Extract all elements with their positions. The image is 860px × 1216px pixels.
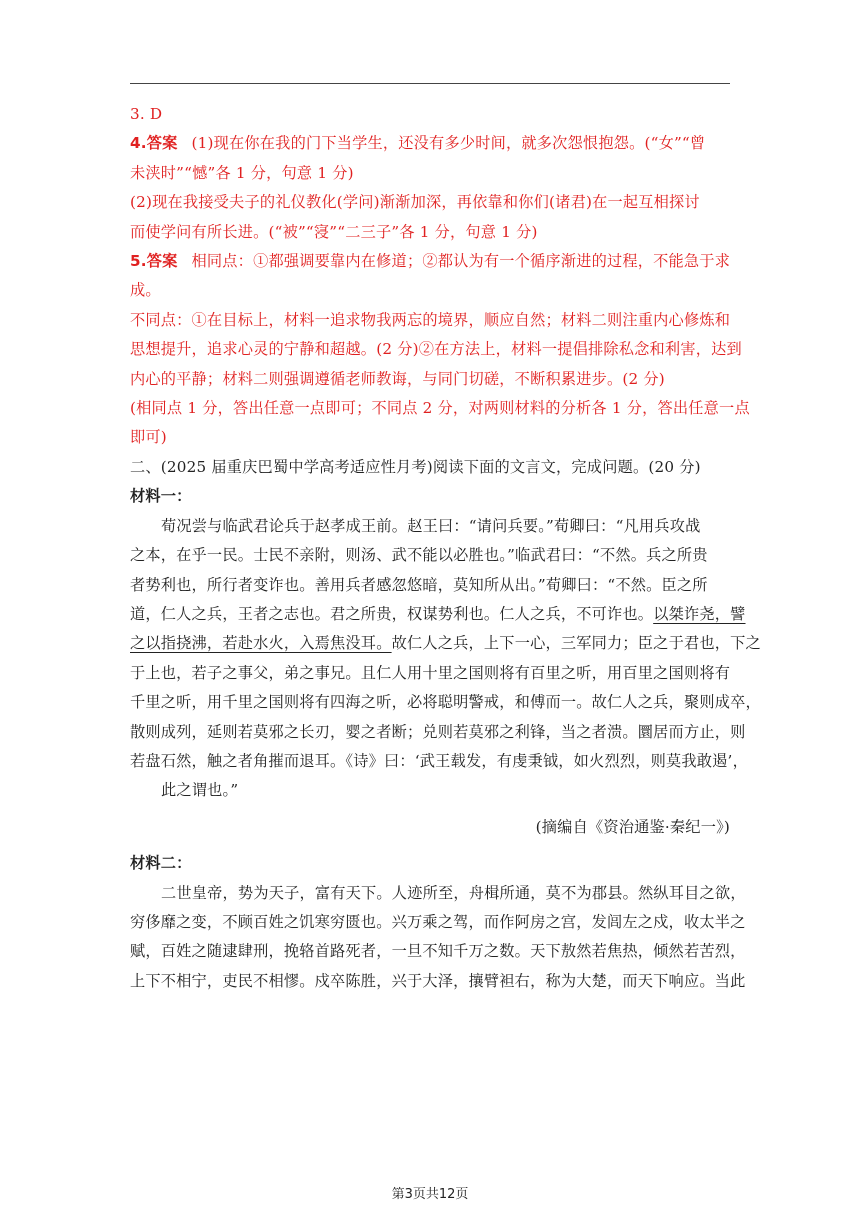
- answer-4-line-1: 未浃时”“憾”各 1 分，句意 1 分): [130, 163, 354, 182]
- answer-5-line-0: 成。: [130, 281, 161, 300]
- document-body: [130, 100, 761, 996]
- answer-5-line-2: 思想提升，追求心灵的宁静和超越。(2 分)②在方法上，材料一提倡排除私念和利害，达到: [130, 340, 742, 359]
- material-1-line-2: 者势利也，所行者变诈也。善用兵者感忽悠暗，莫知所从出。”荀卿曰：“不然。臣之所: [130, 575, 708, 594]
- underlined-sentence-part-b: 之以指挠沸，若赴水火，入焉焦没耳。: [130, 634, 392, 653]
- underlined-sentence-part-a: 以桀诈尧，譬: [653, 604, 746, 623]
- answer-4-first-line: [130, 129, 730, 158]
- material-2-title: 材料二：: [130, 854, 192, 873]
- answer-5-label: 5.答案: [130, 252, 178, 271]
- answer-4-line-0: (1)现在你在我的门下当学生，还没有多少时间，就多次怨恨抱怨。(“女”“曾: [191, 134, 706, 153]
- answer-3: 3. D: [130, 105, 163, 123]
- answer-5-line-5: 即可): [130, 428, 167, 447]
- header-rule: [130, 83, 730, 84]
- material-1-line-5: 于上也，若子之事父，弟之事兄。且仁人用十里之国则将有百里之听，用百里之国则将有: [130, 663, 731, 682]
- answer-5-first-line: [130, 247, 730, 276]
- material-1-line-6: 千里之听，用千里之国则将有四海之听，必将聪明警戒，和傅而一。故仁人之兵，聚则成卒，: [130, 693, 761, 712]
- material-2-line-3: 上下不相宁，吏民不相憀。戍卒陈胜，兴于大泽，攘臂袒右，称为大楚，而天下响应。当此: [130, 971, 746, 990]
- answer-5-line-3: 内心的平静；材料二则强调遵循老师教诲，与同门切磋，不断积累进步。(2 分): [130, 369, 665, 388]
- material-1-line-3-text: 道，仁人之兵，王者之志也。君之所贵，权谋势利也。仁人之兵，不可诈也。: [130, 604, 654, 623]
- answer-4-line-2: (2)现在我接受夫子的礼仪教化(学问)渐渐加深，再依靠和你们(诸君)在一起互相探讨: [130, 193, 700, 212]
- answer-5-line-1: 不同点：①在目标上，材料一追求物我两忘的境界，顺应自然；材料二则注重内心修炼和: [130, 310, 731, 329]
- material-2-line-0: 二世皇帝，势为天子，富有天下。人迹所至，舟楫所通，莫不为郡县。然纵耳目之欲，: [161, 883, 746, 902]
- section-2-heading: 二、(2025 届重庆巴蜀中学高考适应性月考)阅读下面的文言文，完成问题。(20 分): [130, 457, 701, 476]
- material-1-line-0: 荀况尝与临武君论兵于赵孝成王前。赵王曰：“请问兵要。”荀卿曰：“凡用兵攻战: [161, 516, 701, 535]
- answer-5-first: 相同点：①都强调要靠内在修道；②都认为有一个循序渐进的过程，不能急于求: [191, 252, 731, 271]
- material-2-line-1: 穷侈靡之变，不顾百姓之饥寒穷匮也。兴万乘之驾，而作阿房之宫，发闾左之戍，收太半之: [130, 912, 746, 931]
- material-1-line-7: 散则成列，延则若莫邪之长刃，婴之者断；兑则若莫邪之利锋，当之者溃。圜居而方止，则: [130, 722, 746, 741]
- page-number: 第3页共12页: [391, 1187, 469, 1202]
- material-1-line-9: 此之谓也。”: [161, 781, 239, 800]
- answer-4-label: 4.答案: [130, 134, 178, 153]
- material-1-line-4-text: 故仁人之兵，上下一心，三军同力；臣之于君也，下之: [391, 634, 761, 653]
- material-1-line-1: 之本，在乎一民。士民不亲附，则汤、武不能以必胜也。”临武君曰：“不然。兵之所贵: [130, 546, 708, 565]
- material-1-title: 材料一：: [130, 487, 192, 506]
- material-1-source: (摘编自《资治通鉴·秦纪一》): [535, 817, 730, 836]
- material-1-line-3: [130, 600, 746, 629]
- material-2-line-2: 赋，百姓之随逮肆刑，挽辂首路死者，一旦不知千万之数。天下敖然若焦热，倾然若苦烈，: [130, 942, 746, 961]
- answer-4-line-3: 而使学问有所长进。(“被”“寖”“二三子”各 1 分，句意 1 分): [130, 222, 538, 241]
- answer-5-line-4: (相同点 1 分，答出任意一点即可；不同点 2 分，对两则材料的分析各 1 分，答出任意一点: [130, 399, 750, 418]
- material-1-line-4: [130, 629, 761, 658]
- material-1-line-8: 若盘石然，触之者角摧而退耳。《诗》曰：‘武王载发，有虔秉钺，如火烈烈，则莫我敢遏’，: [130, 751, 748, 770]
